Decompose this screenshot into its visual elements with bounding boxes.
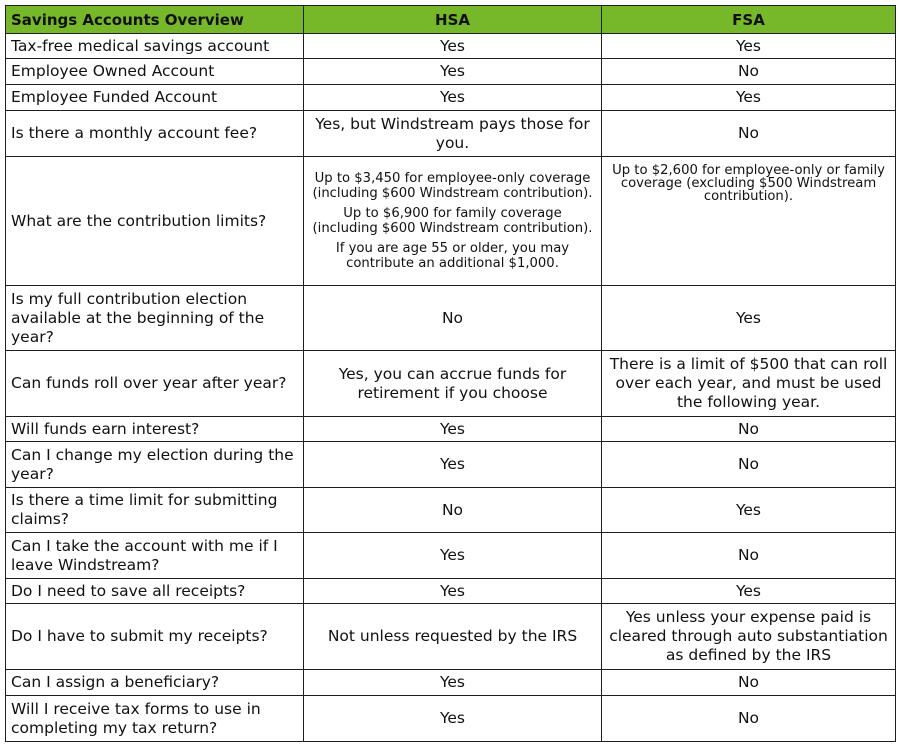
table-row bbox=[6, 286, 896, 351]
fsa-answer-cell: No bbox=[602, 59, 896, 85]
column-header-fsa: FSA bbox=[602, 6, 896, 34]
question-cell: Will I receive tax forms to use in completing my tax return? bbox=[6, 696, 304, 742]
hsa-answer-cell: Yes bbox=[304, 579, 602, 604]
question-cell: Is there a monthly account fee? bbox=[6, 111, 304, 157]
question-cell: Do I have to submit my receipts? bbox=[6, 604, 304, 670]
table-row bbox=[6, 157, 896, 286]
fsa-answer-cell: Yes bbox=[602, 488, 896, 533]
fsa-answer-cell: Up to $2,600 for employee-only or family coverage (excluding $500 Windstream contribution). bbox=[602, 157, 896, 286]
hsa-answer-cell: Not unless requested by the IRS bbox=[304, 604, 602, 670]
question-cell: Can I take the account with me if I leave Windstream? bbox=[6, 533, 304, 579]
hsa-answer-cell: Yes bbox=[304, 533, 602, 579]
hsa-limit-catch-up: If you are age 55 or older, you may contribute an additional $1,000. bbox=[335, 241, 570, 271]
hsa-answer-cell: Yes bbox=[304, 85, 602, 111]
fsa-answer-cell: No bbox=[602, 533, 896, 579]
question-cell: Employee Funded Account bbox=[6, 85, 304, 111]
table-title: Savings Accounts Overview bbox=[6, 6, 304, 34]
table-row bbox=[6, 351, 896, 417]
hsa-answer-cell: Yes bbox=[304, 59, 602, 85]
hsa-answer-cell: Yes bbox=[304, 417, 602, 442]
question-cell: Is my full contribution election available at the beginning of the year? bbox=[6, 286, 304, 351]
fsa-answer-cell: Yes bbox=[602, 579, 896, 604]
hsa-answer-cell: Yes bbox=[304, 696, 602, 742]
table-row bbox=[6, 85, 896, 111]
table-row bbox=[6, 670, 896, 696]
table-row bbox=[6, 579, 896, 604]
fsa-answer-cell: There is a limit of $500 that can roll over each year, and must be used the following year. bbox=[602, 351, 896, 417]
hsa-answer-cell: Yes, you can accrue funds for retirement if you choose bbox=[304, 351, 602, 417]
hsa-answer-cell: Yes bbox=[304, 670, 602, 696]
fsa-answer-cell: No bbox=[602, 670, 896, 696]
hsa-limit-family: Up to $6,900 for family coverage (including $600 Windstream contribution). bbox=[312, 206, 593, 236]
fsa-answer-cell: No bbox=[602, 696, 896, 742]
question-cell: Tax-free medical savings account bbox=[6, 34, 304, 59]
table-row bbox=[6, 442, 896, 488]
question-cell: Is there a time limit for submitting claims? bbox=[6, 488, 304, 533]
hsa-limit-employee-only: Up to $3,450 for employee-only coverage (including $600 Windstream contribution). bbox=[312, 171, 593, 201]
table-row bbox=[6, 59, 896, 85]
hsa-answer-cell: Yes bbox=[304, 442, 602, 488]
question-cell: Employee Owned Account bbox=[6, 59, 304, 85]
hsa-answer-cell bbox=[304, 157, 602, 286]
table-row bbox=[6, 488, 896, 533]
savings-comparison-table bbox=[5, 5, 896, 742]
fsa-answer-cell: No bbox=[602, 417, 896, 442]
question-cell: Can I change my election during the year? bbox=[6, 442, 304, 488]
hsa-answer-cell: No bbox=[304, 286, 602, 351]
table-row bbox=[6, 111, 896, 157]
hsa-answer-cell: No bbox=[304, 488, 602, 533]
question-cell: What are the contribution limits? bbox=[6, 157, 304, 286]
question-cell: Can funds roll over year after year? bbox=[6, 351, 304, 417]
table-row bbox=[6, 417, 896, 442]
hsa-answer-cell: Yes, but Windstream pays those for you. bbox=[304, 111, 602, 157]
table-row bbox=[6, 696, 896, 742]
question-cell: Will funds earn interest? bbox=[6, 417, 304, 442]
table-row bbox=[6, 34, 896, 59]
table-header-row bbox=[6, 6, 896, 34]
fsa-answer-cell: Yes bbox=[602, 85, 896, 111]
fsa-answer-cell: Yes unless your expense paid is cleared through auto substantiation as defined by the IRS bbox=[602, 604, 896, 670]
fsa-answer-cell: Yes bbox=[602, 286, 896, 351]
column-header-hsa: HSA bbox=[304, 6, 602, 34]
fsa-answer-cell: Yes bbox=[602, 34, 896, 59]
question-cell: Can I assign a beneficiary? bbox=[6, 670, 304, 696]
table-row bbox=[6, 604, 896, 670]
fsa-answer-cell: No bbox=[602, 442, 896, 488]
hsa-answer-cell: Yes bbox=[304, 34, 602, 59]
question-cell: Do I need to save all receipts? bbox=[6, 579, 304, 604]
fsa-answer-cell: No bbox=[602, 111, 896, 157]
table-row bbox=[6, 533, 896, 579]
